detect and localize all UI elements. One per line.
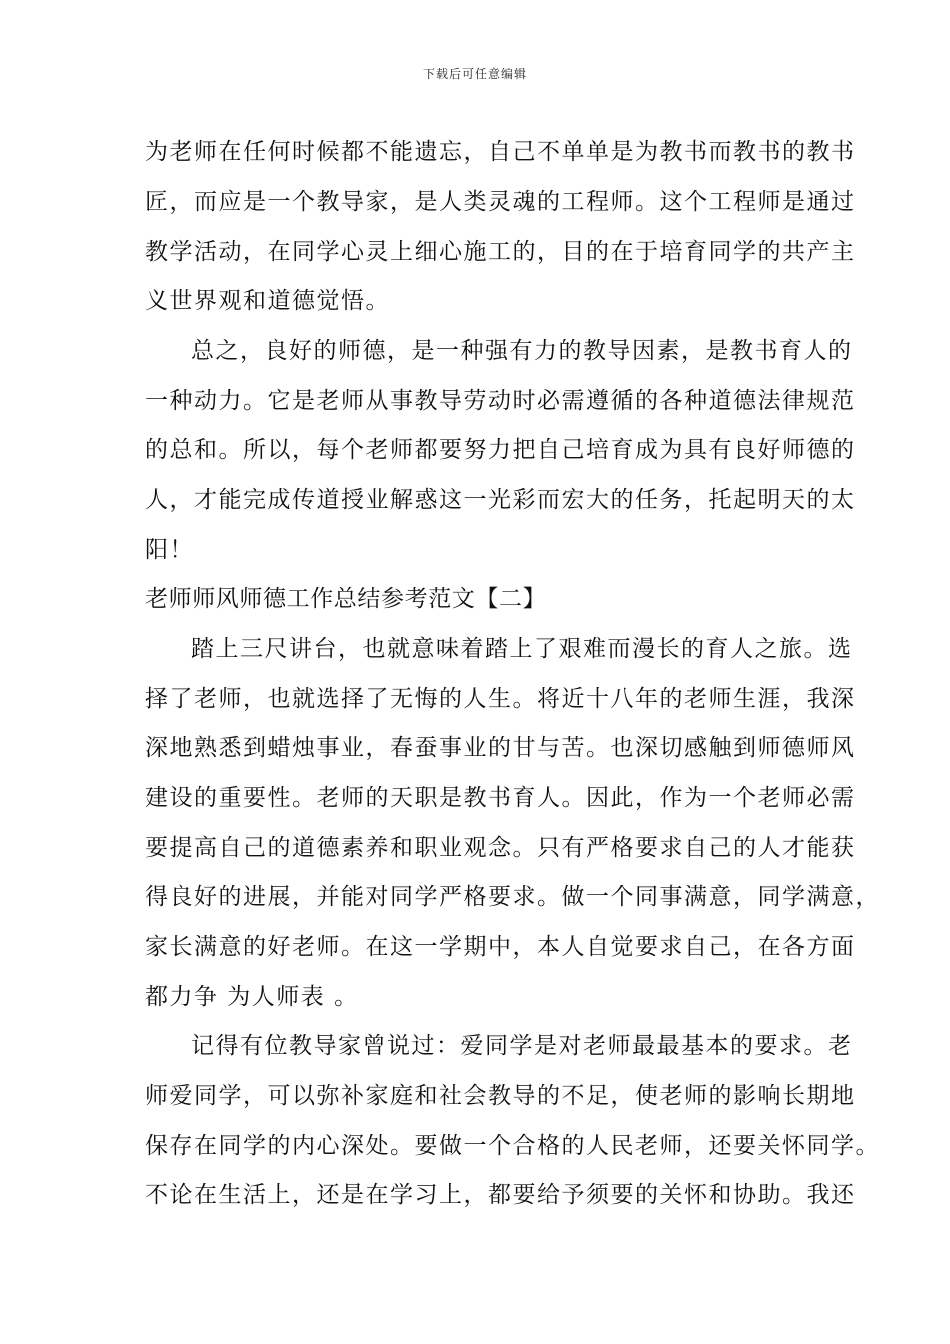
text-line: 保存在同学的内心深处。要做一个合格的人民老师，还要关怀同学。	[145, 1133, 880, 1159]
text-line: 义世界观和道德觉悟。	[145, 288, 390, 314]
text-line: 记得有位教导家曾说过：爱同学是对老师最最基本的要求。老	[191, 1033, 853, 1059]
text-line: 为老师在任何时候都不能遗忘，自己不单单是为教书而教书的教书	[145, 139, 856, 165]
text-line: 阳！	[145, 537, 194, 563]
text-line: 深地熟悉到蜡烛事业，春蚕事业的甘与苦。也深切感触到师德师风	[145, 735, 856, 761]
text-line: 要提高自己的道德素养和职业观念。只有严格要求自己的人才能获	[145, 835, 856, 861]
text-line: 踏上三尺讲台，也就意味着踏上了艰难而漫长的育人之旅。选	[191, 636, 853, 662]
page-header: 下载后可任意编辑	[422, 67, 527, 81]
section-heading: 老师师风师德工作总结参考范文【二】	[145, 586, 547, 612]
text-line: 师爱同学，可以弥补家庭和社会教导的不足，使老师的影响长期地	[145, 1083, 856, 1109]
text-line: 得良好的进展，并能对同学严格要求。做一个同事满意，同学满意，	[145, 884, 880, 910]
text-line: 都力争 为人师表 。	[145, 984, 359, 1010]
text-line: 教学活动，在同学心灵上细心施工的，目的在于培育同学的共产主	[145, 239, 856, 265]
text-line: 人，才能完成传道授业解惑这一光彩而宏大的任务，托起明天的太	[145, 487, 856, 513]
text-line: 一种动力。它是老师从事教导劳动时必需遵循的各种道德法律规范	[145, 388, 856, 414]
text-line: 总之，良好的师德，是一种强有力的教导因素，是教书育人的	[191, 338, 853, 364]
text-line: 择了老师，也就选择了无悔的人生。将近十八年的老师生涯，我深	[145, 686, 856, 712]
text-line: 家长满意的好老师。在这一学期中，本人自觉要求自己，在各方面	[145, 934, 856, 960]
text-line: 匠，而应是一个教导家，是人类灵魂的工程师。这个工程师是通过	[145, 189, 856, 215]
text-line: 的总和。所以，每个老师都要努力把自己培育成为具有良好师德的	[145, 437, 856, 463]
text-line: 建设的重要性。老师的天职是教书育人。因此，作为一个老师必需	[145, 785, 856, 811]
text-line: 不论在生活上，还是在学习上，都要给予须要的关怀和协助。我还	[145, 1182, 856, 1208]
